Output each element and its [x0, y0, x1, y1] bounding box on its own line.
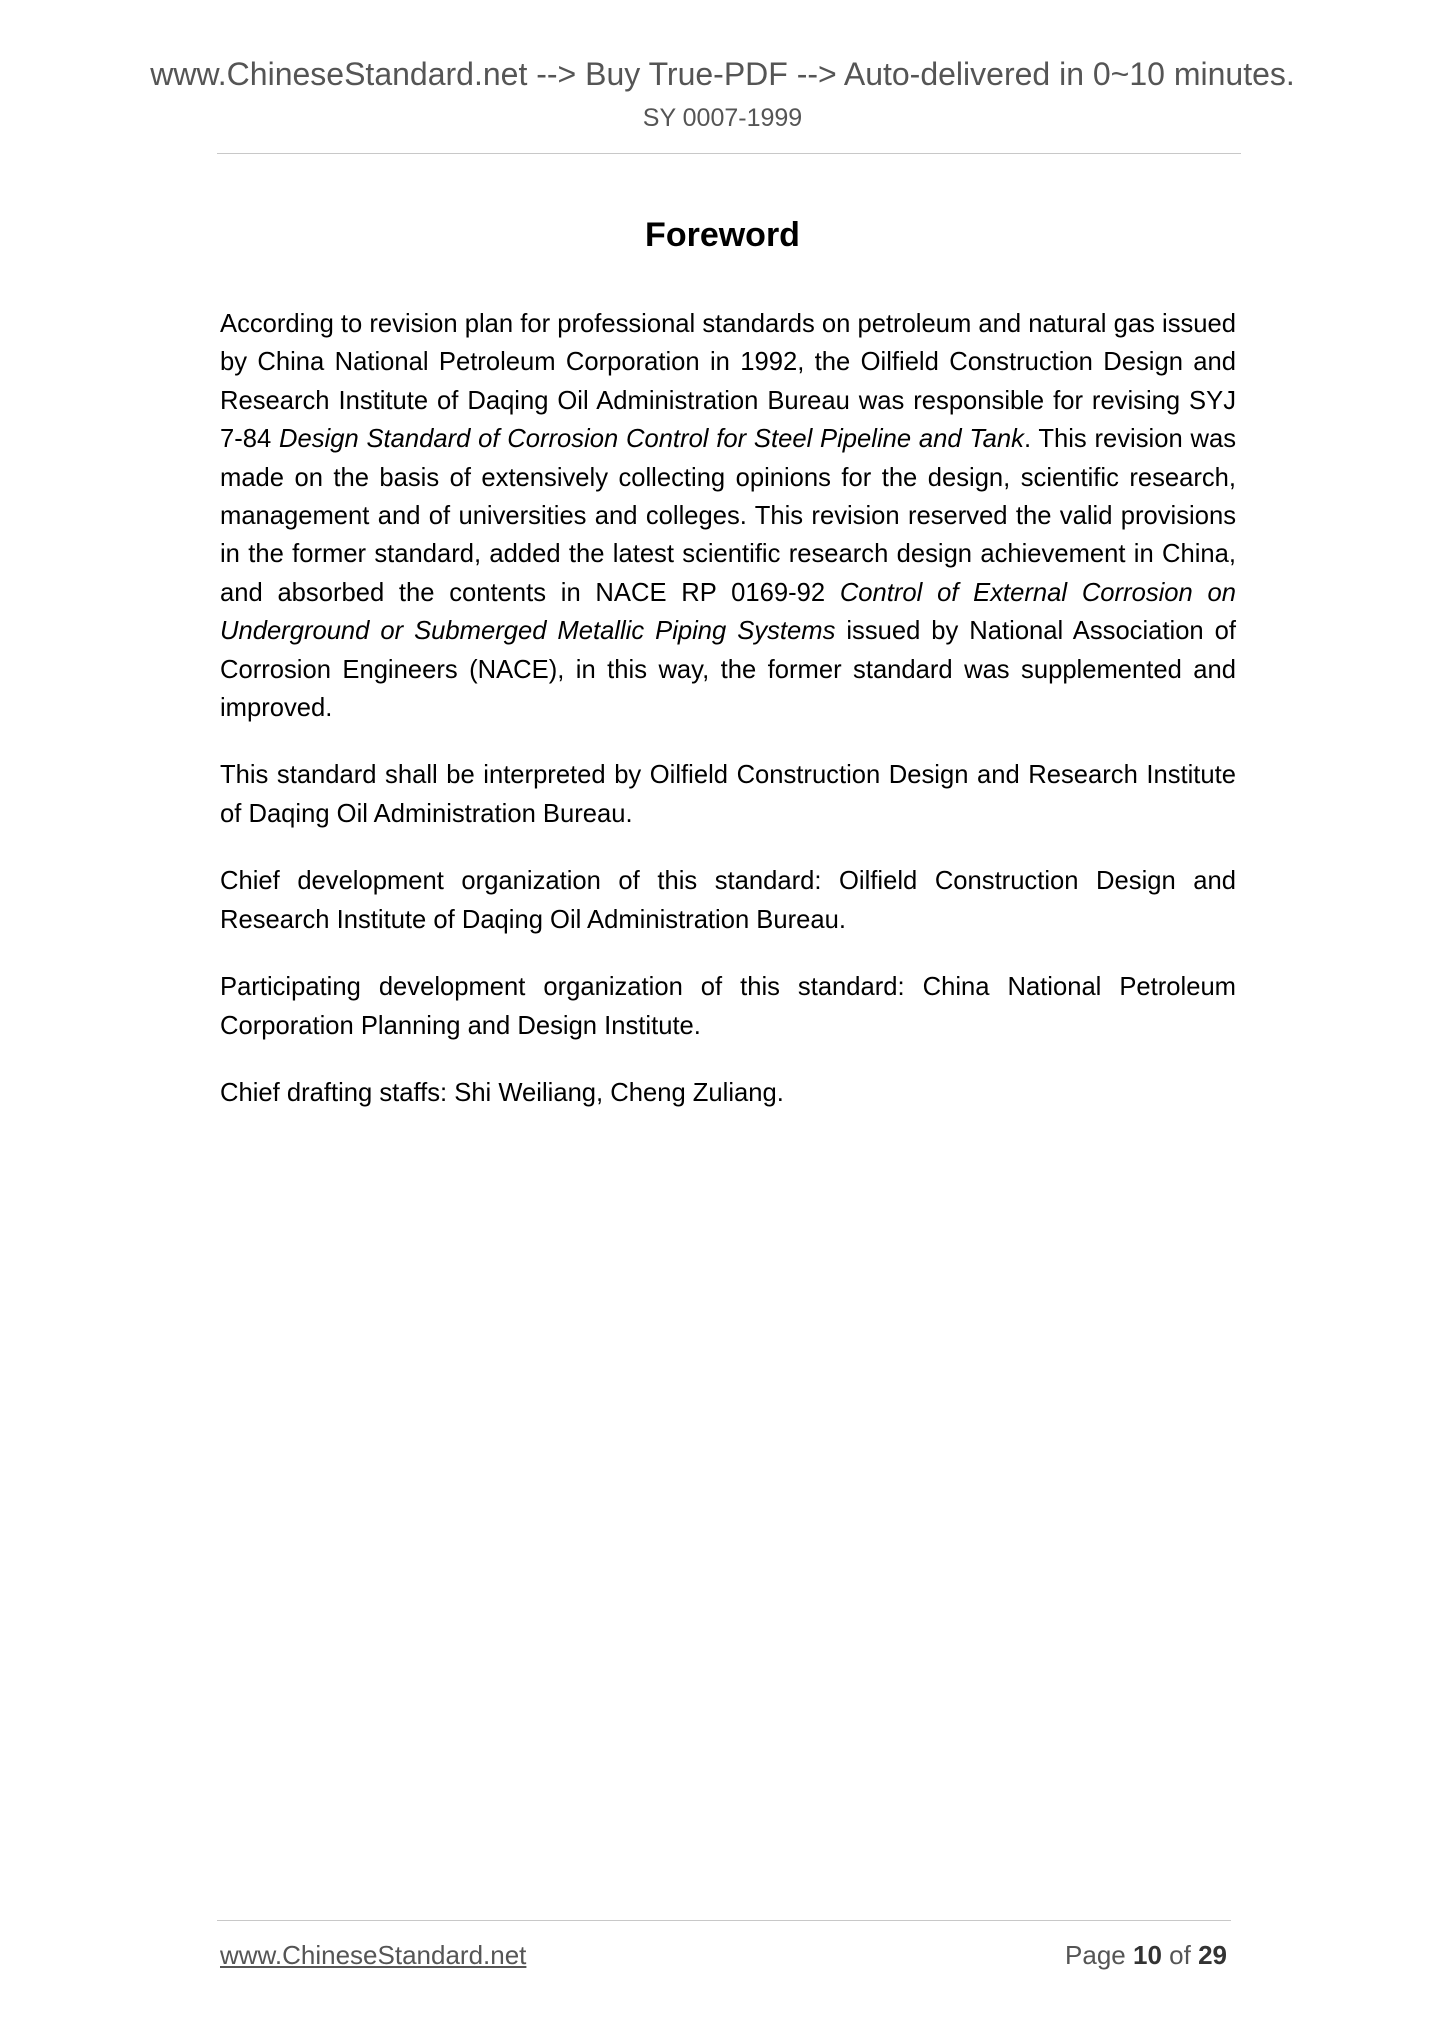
page-number — [1065, 1940, 1227, 1971]
header-banner: www.ChineseStandard.net --> Buy True-PDF --> Auto-delivered in 0~10 minutes. — [150, 56, 1295, 92]
paragraph-participating-organization: Participating development organization of this standard: China National Petroleum Corporation Planning and Design Institute. — [220, 973, 1236, 1040]
nace-title-italic: Control of External Corrosion on Underground or Submerged Metallic Piping Systems — [220, 578, 1236, 646]
paragraph-chief-organization: Chief development organization of this standard: Oilfield Construction Design and Research Institute of Daqing Oil Administration Bureau. — [220, 867, 1236, 934]
paragraph-revision-history — [220, 305, 1236, 727]
standard-title-italic: Design Standard of Corrosion Control for Steel Pipeline and Tank — [279, 425, 1024, 454]
page-title: Foreword — [645, 216, 800, 254]
standard-code: SY 0007-1999 — [642, 104, 803, 132]
header-divider — [217, 153, 1241, 154]
paragraph-text: . This revision was made on the basis of extensively collecting opinions for the design, scientific research, management and of universities and colleges. This revision reserved the valid provisions in the former standard, added the latest scientific research design achievement in China, and absorbed the contents in NACE RP 0169-92 — [220, 425, 1236, 607]
document-body — [220, 305, 1236, 1112]
current-page: 10 — [1133, 1940, 1162, 1970]
footer-divider — [217, 1920, 1231, 1921]
paragraph-drafting-staff: Chief drafting staffs: Shi Weiliang, Cheng Zuliang. — [220, 1078, 784, 1107]
page-of-label: of — [1169, 1940, 1191, 1970]
page-label: Page — [1065, 1940, 1126, 1970]
footer-website-link[interactable]: www.ChineseStandard.net — [220, 1940, 527, 1970]
paragraph-text: issued by National Association of Corrosion Engineers (NACE), in this way, the former standard was supplemented and improved. — [220, 617, 1236, 723]
total-pages: 29 — [1198, 1940, 1227, 1970]
paragraph-text: According to revision plan for professional standards on petroleum and natural gas issued by China National Petroleum Corporation in 1992, the Oilfield Construction Design and Research Institute of Daqing Oil Administration Bureau was responsible for revising SYJ 7-84 — [220, 310, 1236, 454]
paragraph-interpretation: This standard shall be interpreted by Oilfield Construction Design and Research Institute of Daqing Oil Administration Bureau. — [220, 761, 1236, 828]
